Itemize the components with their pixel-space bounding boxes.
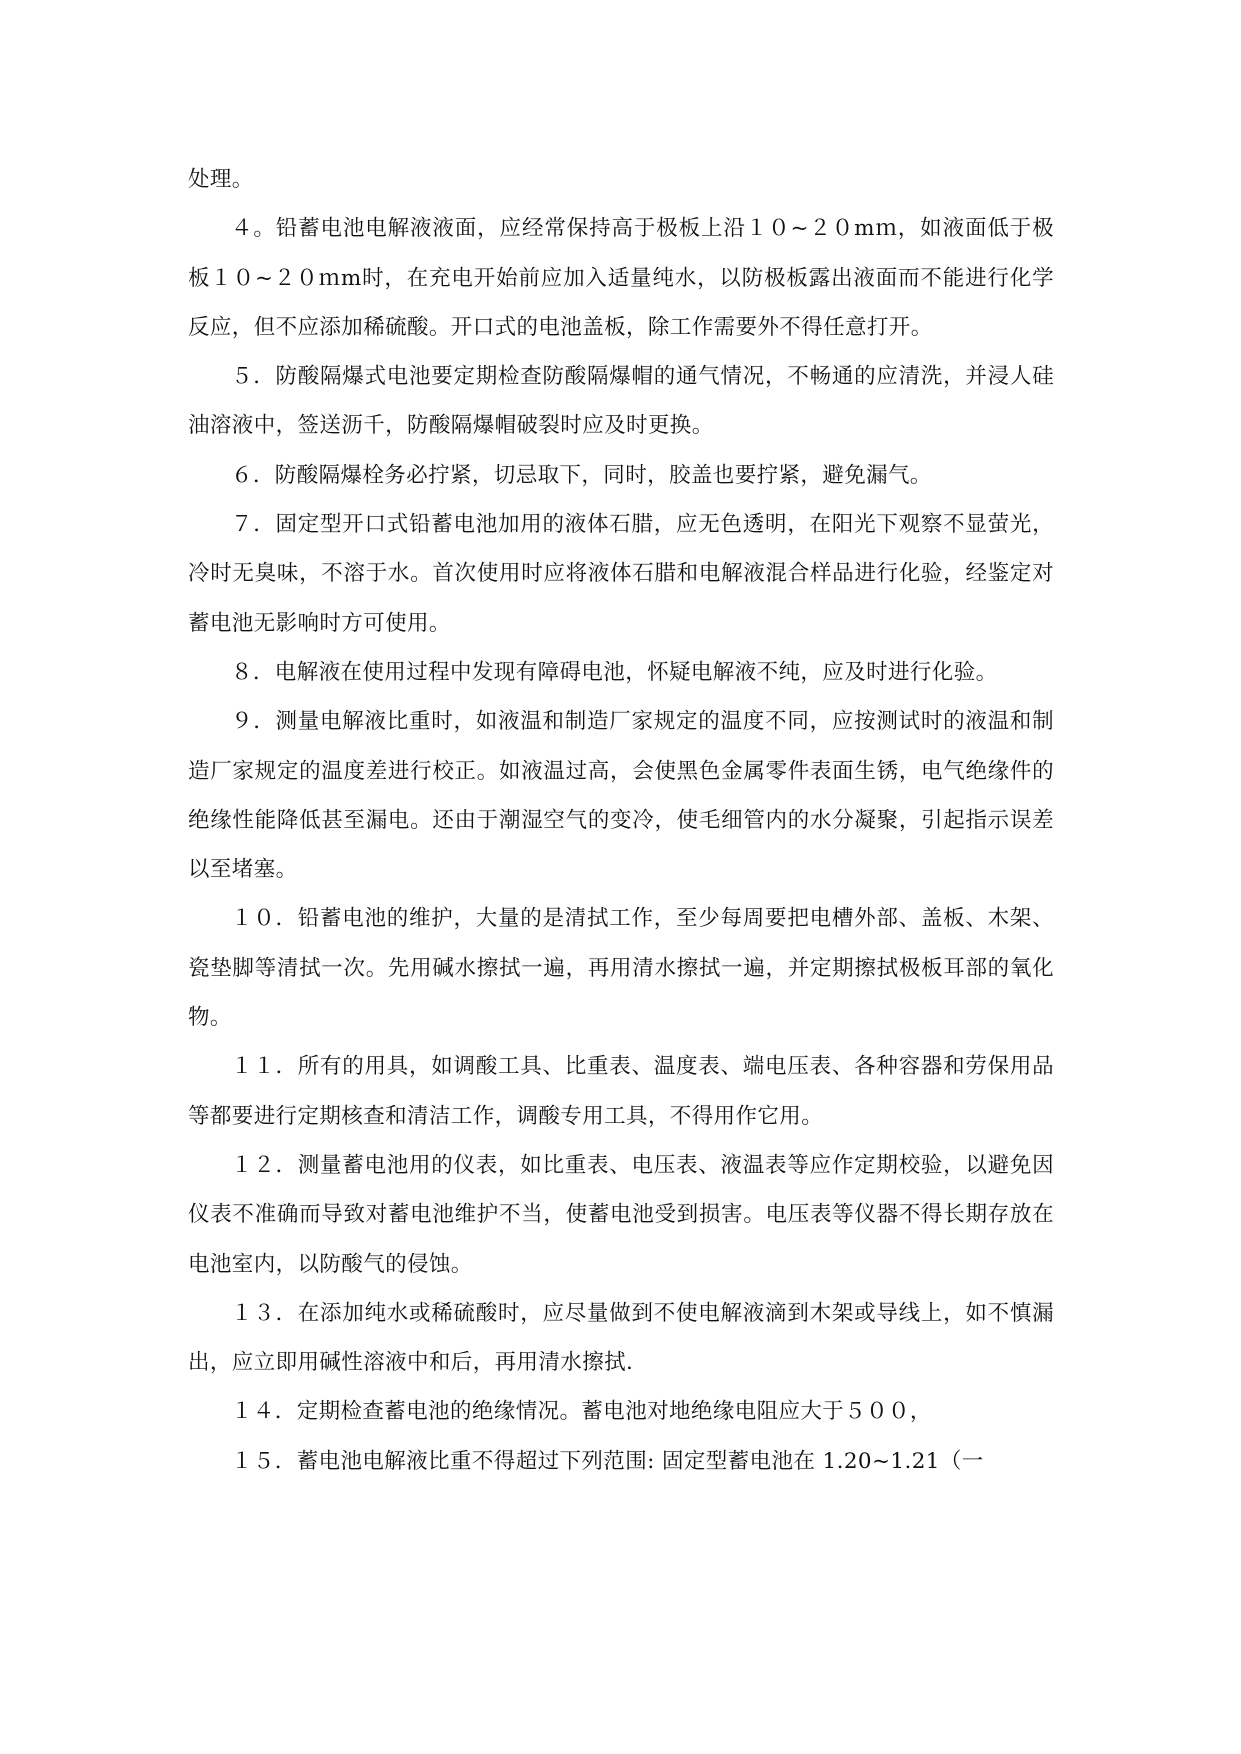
paragraph-item-9: ９．测量电解液比重时，如液温和制造厂家规定的温度不同，应按测试时的液温和制造厂家规定的温度差进行校正。如液温过高，会使黑色金属零件表面生锈，电气绝缘件的绝缘性能降低甚至漏电。还由于潮湿空气的变冷，使毛细管内的水分凝聚，引起指示误差以至堵塞。 bbox=[188, 709, 1054, 883]
paragraph-item-5: ５．防酸隔爆式电池要定期检查防酸隔爆帽的通气情况，不畅通的应清洗，并浸人硅油溶液中，签送沥千，防酸隔爆帽破裂时应及时更换。 bbox=[188, 364, 1054, 439]
paragraph-item-10: １０．铅蓄电池的维护，大量的是清拭工作，至少每周要把电槽外部、盖板、木架、瓷垫脚等清拭一次。先用碱水擦拭一遍，再用清水擦拭一遍，并定期擦拭极板耳部的氧化物。 bbox=[188, 906, 1054, 1031]
paragraph-item-7: ７．固定型开口式铅蓄电池加用的液体石腊，应无色透明，在阳光下观察不显萤光，冷时无臭味，不溶于水。首次使用时应将液体石腊和电解液混合样品进行化验，经鉴定对蓄电池无影响时方可使用。 bbox=[188, 512, 1054, 636]
paragraph-item-13: １３．在添加纯水或稀硫酸时，应尽量做到不使电解液滴到木架或导线上，如不慎漏出，应立即用碱性溶液中和后，再用清水擦拭. bbox=[188, 1300, 1054, 1376]
paragraph-continuation: 处理。 bbox=[188, 167, 254, 192]
document-body bbox=[188, 155, 1054, 1486]
paragraph-item-8: ８．电解液在使用过程中发现有障碍电池，怀疑电解液不纯，应及时进行化验。 bbox=[231, 659, 998, 685]
paragraph-item-12: １２．测量蓄电池用的仪表，如比重表、电压表、液温表等应作定期校验，以避免因仪表不准确而导致对蓄电池维护不当，使蓄电池受到损害。电压表等仪器不得长期存放在电池室内，以防酸气的侵蚀。 bbox=[188, 1152, 1054, 1277]
paragraph-item-15: １５．蓄电池电解液比重不得超过下列范围: 固定型蓄电池在 1.20~1.21（一 bbox=[231, 1448, 984, 1474]
paragraph-item-6: ６．防酸隔爆栓务必拧紧，切忌取下，同时，胶盖也要拧紧，避免漏气。 bbox=[231, 462, 932, 488]
paragraph-item-11: １１．所有的用具，如调酸工具、比重表、温度表、端电压表、各种容器和劳保用品等都要进行定期核查和清洁工作，调酸专用工具，不得用作它用。 bbox=[188, 1054, 1054, 1129]
paragraph-item-14: １４．定期检查蓄电池的绝缘情况。蓄电池对地绝缘电阻应大于５００， bbox=[231, 1399, 932, 1425]
paragraph-item-4: ４。铅蓄电池电解液液面，应经常保持高于极板上沿１０~２０mｍ，如液面低于极板１０~２０ｍm时，在充电开始前应加入适量纯水，以防极板露出液面而不能进行化学反应，但不应添加稀硫酸。开口式的电池盖板，除工作需要外不得任意打开。 bbox=[188, 216, 1054, 340]
